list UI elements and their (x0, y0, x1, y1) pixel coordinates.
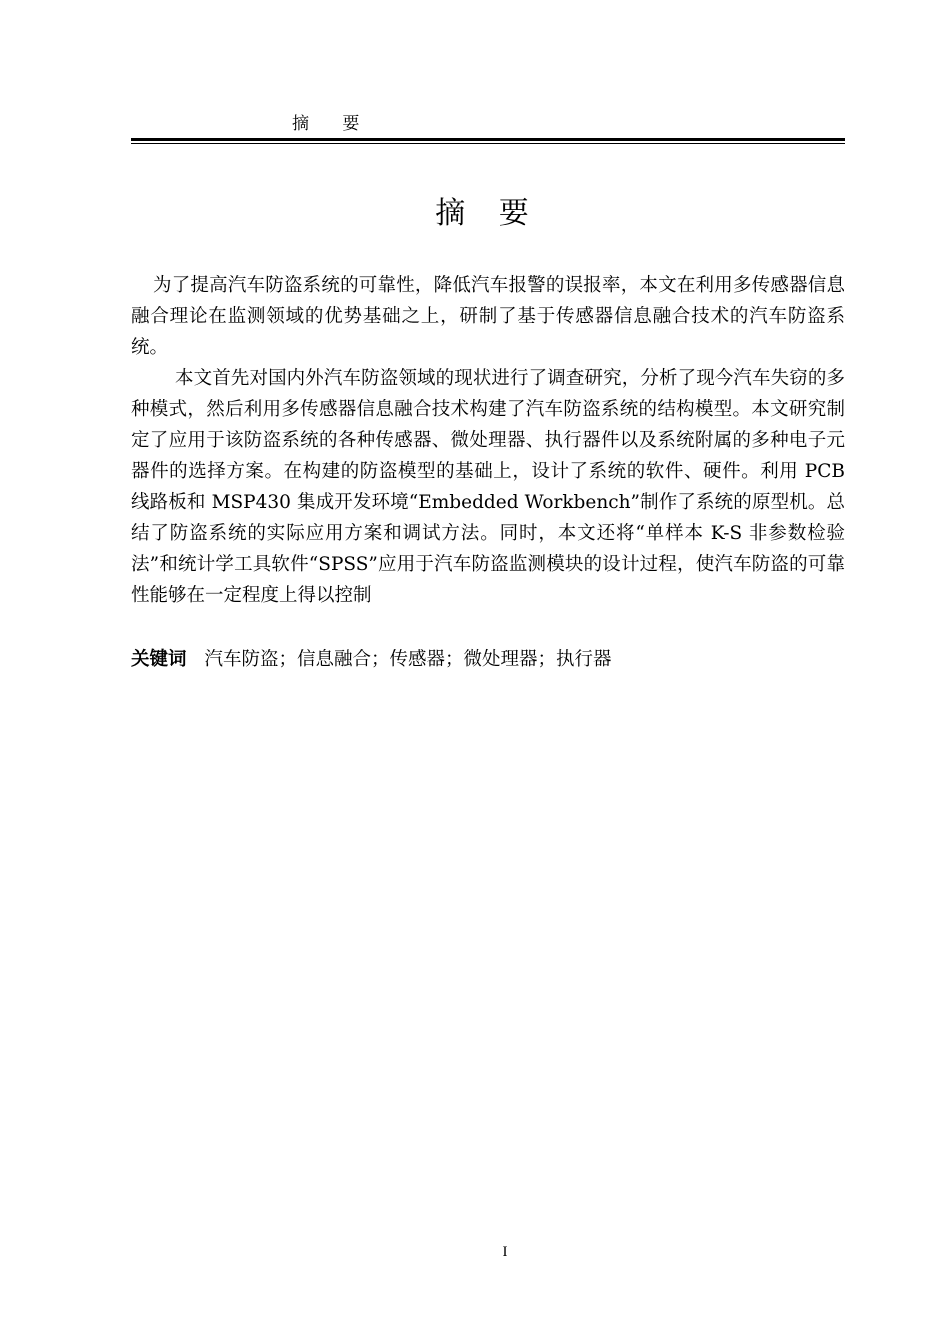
abstract-body (131, 270, 845, 611)
abstract-paragraph-1: 为了提高汽车防盗系统的可靠性，降低汽车报警的误报率，本文在利用多传感器信息融合理论在监测领域的优势基础之上，研制了基于传感器信息融合技术的汽车防盗系统。 (131, 275, 845, 358)
page-title: 摘 要 (435, 196, 541, 231)
keywords-line (131, 647, 845, 673)
abstract-paragraph-2: 本文首先对国内外汽车防盗领域的现状进行了调查研究，分析了现今汽车失窃的多种模式，然后利用多传感器信息融合技术构建了汽车防盗系统的结构模型。本文研究制定了应用于该防盗系统的各种传感器、微处理器、执行器件以及系统附属的多种电子元器件的选择方案。在构建的防盗模型的基础上，设计了系统的软件、硬件。利用 PCB 线路板和 MSP430 集成开发环境“Embedded Workbench”制作了系统的原型机。总结了防盗系统的实际应用方案和调试方法。同时，本文还将“单样本 K-S 非参数检验法”和统计学工具软件“SPSS”应用于汽车防盗监测模块的设计过程，使汽车防盗的可靠性能够在一定程度上得以控制 (131, 368, 845, 606)
keywords-label: 关键词 (131, 649, 187, 670)
header-rule-thick (131, 138, 845, 141)
running-head: 摘 要 (292, 114, 374, 134)
keywords-text: 汽车防盗；信息融合；传感器；微处理器；执行器 (204, 649, 612, 670)
page-number: I (502, 1244, 508, 1260)
header-rule-thin (131, 143, 845, 144)
